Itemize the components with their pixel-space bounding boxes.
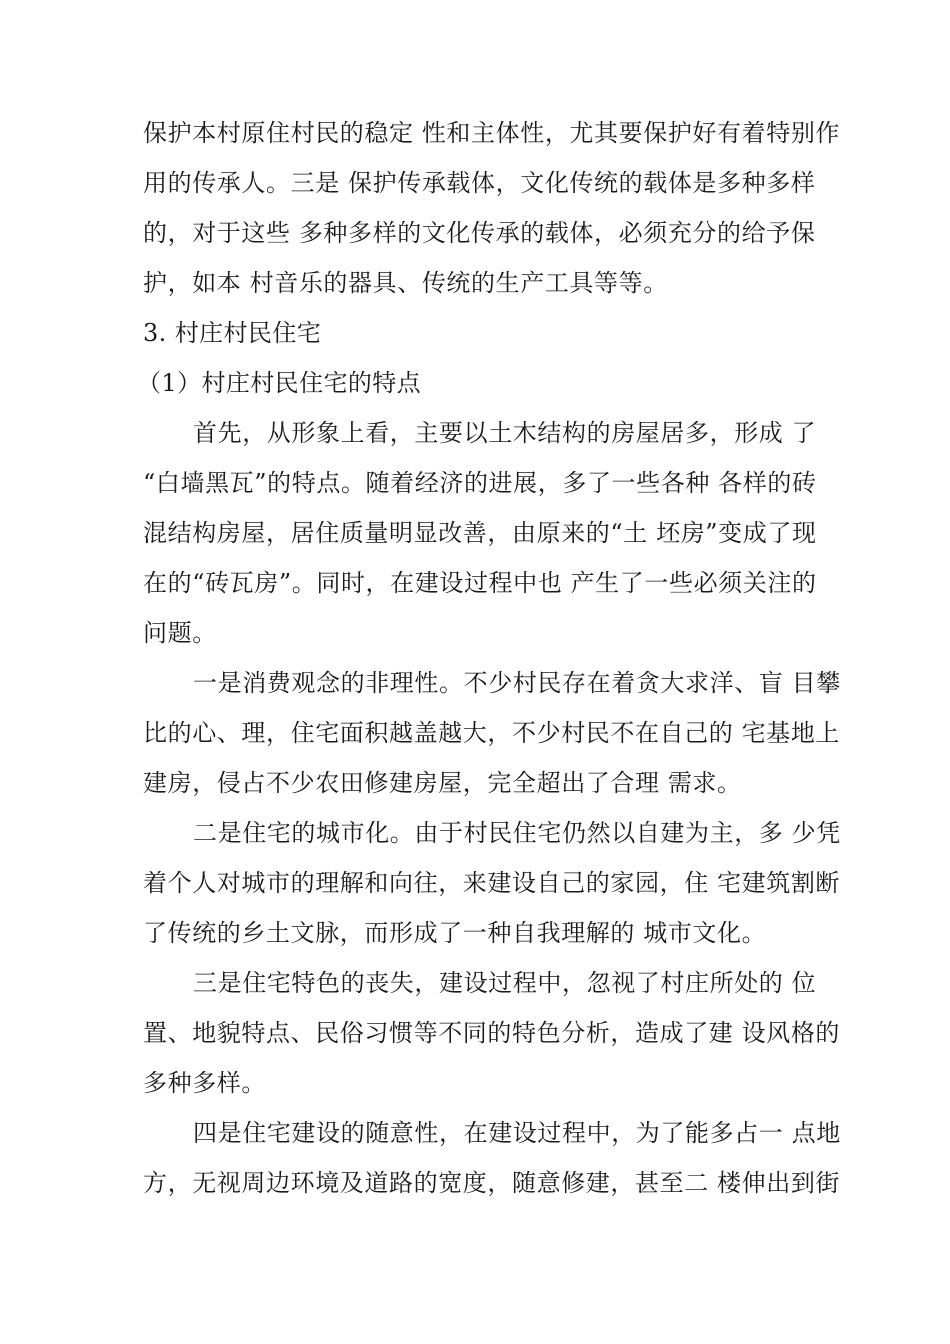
text-line: 问题。 bbox=[143, 619, 217, 647]
text-line: 多种多样。 bbox=[143, 1069, 266, 1097]
paragraph-first-line: 四是住宅建设的随意性，在建设过程中，为了能多占一 点地 bbox=[193, 1119, 841, 1147]
text-line: 建房，侵占不少农田修建房屋，完全超出了合理 需求。 bbox=[143, 769, 742, 797]
document-body bbox=[137, 108, 841, 1208]
text-line: 在的“砖瓦房”。同时，在建设过程中也 产生了一些必须关注的 bbox=[143, 569, 817, 597]
text-line: 护，如本 村音乐的器具、传统的生产工具等等。 bbox=[143, 269, 668, 297]
text-line: 的，对于这些 多种多样的文化传承的载体，必须充分的给予保 bbox=[143, 219, 816, 247]
text-line: 方，无视周边环境及道路的宽度，随意修建，甚至二 楼伸出到街 bbox=[143, 1169, 841, 1197]
paragraph-first-line: 一是消费观念的非理性。不少村民存在着贪大求洋、盲 目攀 bbox=[193, 669, 841, 697]
paragraph-first-line: 二是住宅的城市化。由于村民住宅仍然以自建为主，多 少凭 bbox=[193, 819, 841, 847]
section-heading: 3. 村庄村民住宅 bbox=[143, 319, 322, 347]
subsection-heading: （1）村庄村民住宅的特点 bbox=[137, 369, 422, 397]
text-line: 混结构房屋，居住质量明显改善，由原来的“土 坯房”变成了现 bbox=[143, 519, 817, 547]
text-line: 保护本村原住村民的稳定 性和主体性，尤其要保护好有着特别作 bbox=[143, 119, 841, 147]
paragraph-first-line: 三是住宅特色的丧失，建设过程中，忽视了村庄所处的 位 bbox=[193, 969, 817, 997]
text-line: “白墙黑瓦”的特点。随着经济的进展，多了一些各种 各样的砖 bbox=[143, 469, 817, 497]
paragraph-first-line: 首先，从形象上看，主要以土木结构的房屋居多，形成 了 bbox=[193, 419, 817, 447]
text-line: 比的心、理，住宅面积越盖越大，不少村民不在自己的 宅基地上 bbox=[143, 719, 841, 747]
text-line: 置、地貌特点、民俗习惯等不同的特色分析，造成了建 设风格的 bbox=[143, 1019, 841, 1047]
text-line: 用的传承人。三是 保护传承载体，文化传统的载体是多种多样 bbox=[143, 169, 816, 197]
text-line: 了传统的乡土文脉，而形成了一种自我理解的 城市文化。 bbox=[143, 919, 767, 947]
text-line: 着个人对城市的理解和向往，来建设自己的家园，住 宅建筑割断 bbox=[143, 869, 841, 897]
